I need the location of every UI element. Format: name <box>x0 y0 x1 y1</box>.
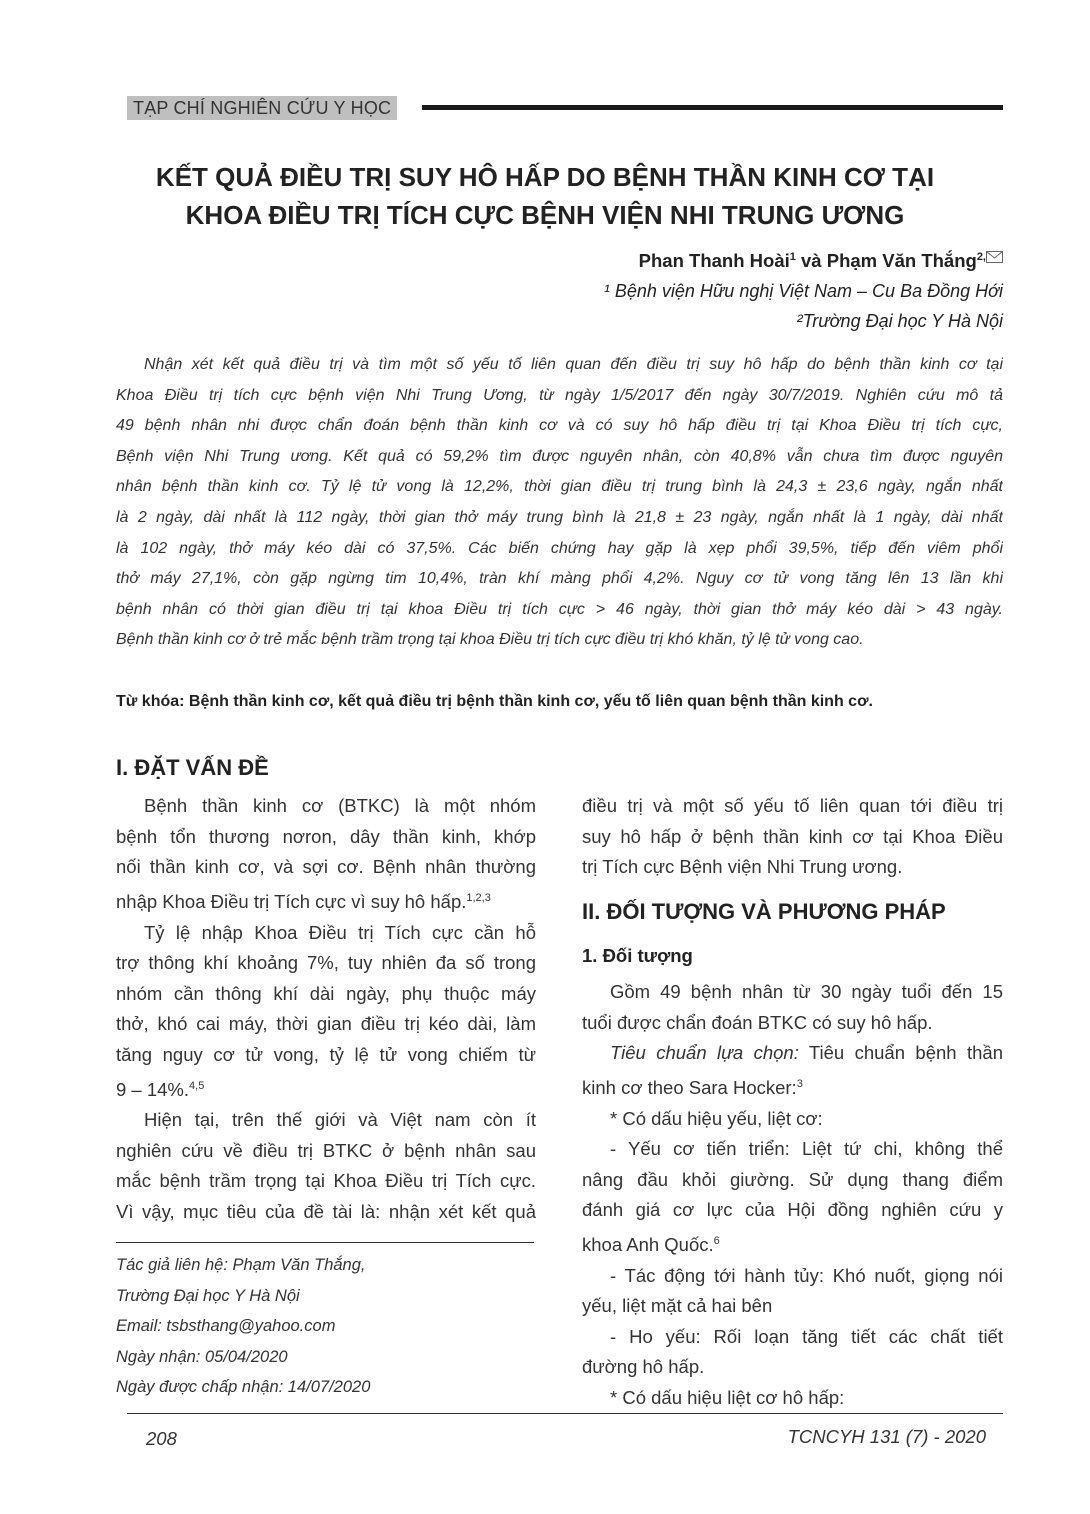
body-text: nhập Khoa Điều trị Tích cực vì suy hô hấp. <box>116 890 467 912</box>
body-line: Vì vậy, mục tiêu của đề tài là: nhận xét kết quả <box>116 1201 536 1223</box>
body-line: tăng nguy cơ tử vong, tỷ lệ tử vong chiếm từ <box>116 1043 536 1065</box>
abstract-line: Bệnh viện Nhi Trung ương. Kết quả có 59,2% tìm được nguyên nhân, còn 40,8% vẫn chưa tìm được nguyên <box>116 447 1003 465</box>
footnote-email: Email: tsbsthang@yahoo.com <box>116 1317 336 1336</box>
body-line: đường hô hấp. <box>582 1356 705 1378</box>
body-line: Bệnh thần kinh cơ (BTKC) là một nhóm <box>144 795 536 816</box>
abstract-line: Nhận xét kết quả điều trị và tìm một số yếu tố liên quan đến điều trị suy hô hấp do bệnh thần kinh cơ tại <box>144 356 1003 373</box>
footer-rule <box>127 1413 1003 1414</box>
correspondence-footnote <box>116 1250 370 1403</box>
body-text: khoa Anh Quốc. <box>582 1234 714 1256</box>
body-line: - Tác động tới hành tủy: Khó nuốt, giọng nói <box>610 1264 1003 1286</box>
body-text: Tiêu chuẩn bệnh thần <box>798 1042 1003 1064</box>
author-2-affiliation-mark: 2, <box>976 250 986 263</box>
body-line <box>582 1038 1003 1069</box>
right-column-continuation <box>582 791 1003 883</box>
abstract-line: bệnh nhân có thời gian điều trị tại khoa Điều trị tích cực > 46 ngày, thời gian thở máy kéo dài > 43 ngày. <box>116 600 1003 618</box>
body-line <box>116 883 536 918</box>
keywords: Từ khóa: Bệnh thần kinh cơ, kết quả điều trị bệnh thần kinh cơ, yếu tố liên quan bệnh thần kinh cơ. <box>116 693 873 710</box>
body-line: trợ thông khí khoảng 7%, tuy nhiên đa số trong <box>116 952 536 974</box>
body-line <box>582 1226 1003 1261</box>
footnote-line: Ngày được chấp nhận: 14/07/2020 <box>116 1378 371 1397</box>
body-line: * Có dấu hiệu yếu, liệt cơ: <box>610 1107 823 1129</box>
author-1-affiliation-mark: 1 <box>789 250 796 263</box>
citation: 3 <box>796 1077 803 1090</box>
body-line: nâng đầu khỏi giường. Sử dụng thang điểm <box>582 1168 1003 1190</box>
body-line: suy hô hấp ở bệnh thần kinh cơ tại Khoa Điều <box>582 825 1003 847</box>
body-line: thở, khó cai máy, thời gian điều trị kéo dài, làm <box>116 1013 536 1035</box>
body-line: - Ho yếu: Rối loạn tăng tiết các chất tiết <box>610 1325 1003 1347</box>
footnote-line: Ngày nhận: 05/04/2020 <box>116 1347 288 1366</box>
subsection-heading-subjects: 1. Đối tượng <box>582 945 693 966</box>
footnote-line: Trường Đại học Y Hà Nội <box>116 1286 300 1305</box>
body-line: nối thần kinh cơ, và sợi cơ. Bệnh nhân thường <box>116 856 536 878</box>
body-line: điều trị và một số yếu tố liên quan tới điều trị <box>582 795 1003 816</box>
body-line: mắc bệnh trầm trọng tại Khoa Điều trị Tích cực. <box>116 1170 536 1192</box>
article-title <box>45 158 1045 234</box>
citation: 4,5 <box>189 1079 205 1092</box>
journal-reference: TCNCYH 131 (7) - 2020 <box>787 1426 986 1447</box>
header-rule <box>422 105 1003 110</box>
body-text: kinh cơ theo Sara Hocker: <box>582 1076 797 1098</box>
body-line <box>116 1071 536 1106</box>
citation: 6 <box>713 1234 720 1247</box>
abstract <box>116 350 1003 656</box>
body-line: Gồm 49 bệnh nhân từ 30 ngày tuổi đến 15 <box>610 981 1003 1002</box>
abstract-line: nhân bệnh thần kinh cơ. Tỷ lệ tử vong là 12,2%, thời gian điều trị trung bình là 24,3 ± 23,6 ngày, ngắn nhất <box>116 478 1003 496</box>
abstract-line: thở máy 27,1%, còn gặp ngừng tim 10,4%, tràn khí màng phổi 4,2%. Nguy cơ tử vong tăng lên 13 lần khi <box>116 570 1003 588</box>
title-line-2: KHOA ĐIỀU TRỊ TÍCH CỰC BỆNH VIỆN NHI TRUNG ƯƠNG <box>185 200 905 230</box>
body-line: Tỷ lệ nhập Khoa Điều trị Tích cực cần hỗ <box>144 921 536 943</box>
body-line: Hiện tại, trên thế giới và Việt nam còn ít <box>144 1109 536 1131</box>
abstract-line: là 2 ngày, dài nhất là 112 ngày, thời gian thở máy trung bình là 21,8 ± 23 ngày, ngắn nhất là 1 ngày, dài nhất <box>116 508 1003 526</box>
section-heading-introduction: I. ĐẶT VẤN ĐỀ <box>116 755 269 780</box>
section-heading-methods: II. ĐỐI TƯỢNG VÀ PHƯƠNG PHÁP <box>582 899 946 924</box>
body-line: đánh giá cơ lực của Hội đồng nghiên cứu y <box>582 1199 1003 1221</box>
body-text: 9 – 14%. <box>116 1078 190 1100</box>
body-line: nhóm cần thông khí dài ngày, phụ thuộc máy <box>116 982 536 1004</box>
footnote-line: Tác giả liên hệ: Phạm Văn Thắng, <box>116 1256 366 1274</box>
abstract-line: 49 bệnh nhân nhi được chẩn đoán bệnh thần kinh cơ và có suy hô hấp điều trị tại Khoa Điều trị tích cực, <box>116 417 1003 435</box>
body-line: nghiên cứu về điều trị BTKC ở bệnh nhân sau <box>116 1139 536 1161</box>
citation: 1,2,3 <box>466 891 491 904</box>
footnote-rule <box>116 1242 534 1243</box>
body-line: tuổi được chẩn đoán BTKC có suy hô hấp. <box>582 1011 933 1033</box>
affiliation-2: ²Trường Đại học Y Hà Nội <box>796 311 1003 331</box>
journal-name: TẠP CHÍ NGHIÊN CỨU Y HỌC <box>127 96 397 120</box>
abstract-line: Bệnh thần kinh cơ ở trẻ mắc bệnh trầm trọng tại khoa Điều trị tích cực điều trị khó khăn, tỷ lệ tử vong cao. <box>116 631 864 649</box>
body-line: yếu, liệt mặt cả hai bên <box>582 1295 773 1317</box>
criteria-label: Tiêu chuẩn lựa chọn: <box>610 1042 799 1064</box>
right-column-methods <box>582 977 1003 1414</box>
body-line <box>582 1069 1003 1104</box>
body-line: * Có dấu hiệu liệt cơ hô hấp: <box>610 1387 845 1409</box>
authors-joiner: và <box>795 250 827 271</box>
body-line: trị Tích cực Bệnh viện Nhi Trung ương. <box>582 856 903 878</box>
title-line-1: KẾT QUẢ ĐIỀU TRỊ SUY HÔ HẤP DO BỆNH THẦN KINH CƠ TẠI <box>155 162 935 192</box>
affiliation-1: ¹ Bệnh viện Hữu nghị Việt Nam – Cu Ba Đồng Hới <box>603 281 1003 301</box>
left-column <box>116 791 536 1228</box>
envelope-icon <box>986 246 1003 268</box>
abstract-line: là 102 ngày, thở máy kéo dài có 37,5%. Các biến chứng hay gặp là xẹp phổi 39,5%, tiếp đến viêm phổi <box>116 539 1003 557</box>
page-number: 208 <box>146 1428 177 1449</box>
body-line: bệnh tổn thương nơron, dây thần kinh, khớp <box>116 825 536 847</box>
abstract-line: Khoa Điều trị tích cực bệnh viện Nhi Trung Ương, từ ngày 1/5/2017 đến ngày 30/7/2019. Nghiên cứu mô tả <box>116 386 1003 404</box>
author-1: Phan Thanh Hoài <box>638 250 790 271</box>
author-2: Phạm Văn Thắng <box>826 250 977 271</box>
authors <box>639 250 1003 272</box>
body-line: - Yếu cơ tiến triển: Liệt tứ chi, không thể <box>610 1138 1003 1160</box>
